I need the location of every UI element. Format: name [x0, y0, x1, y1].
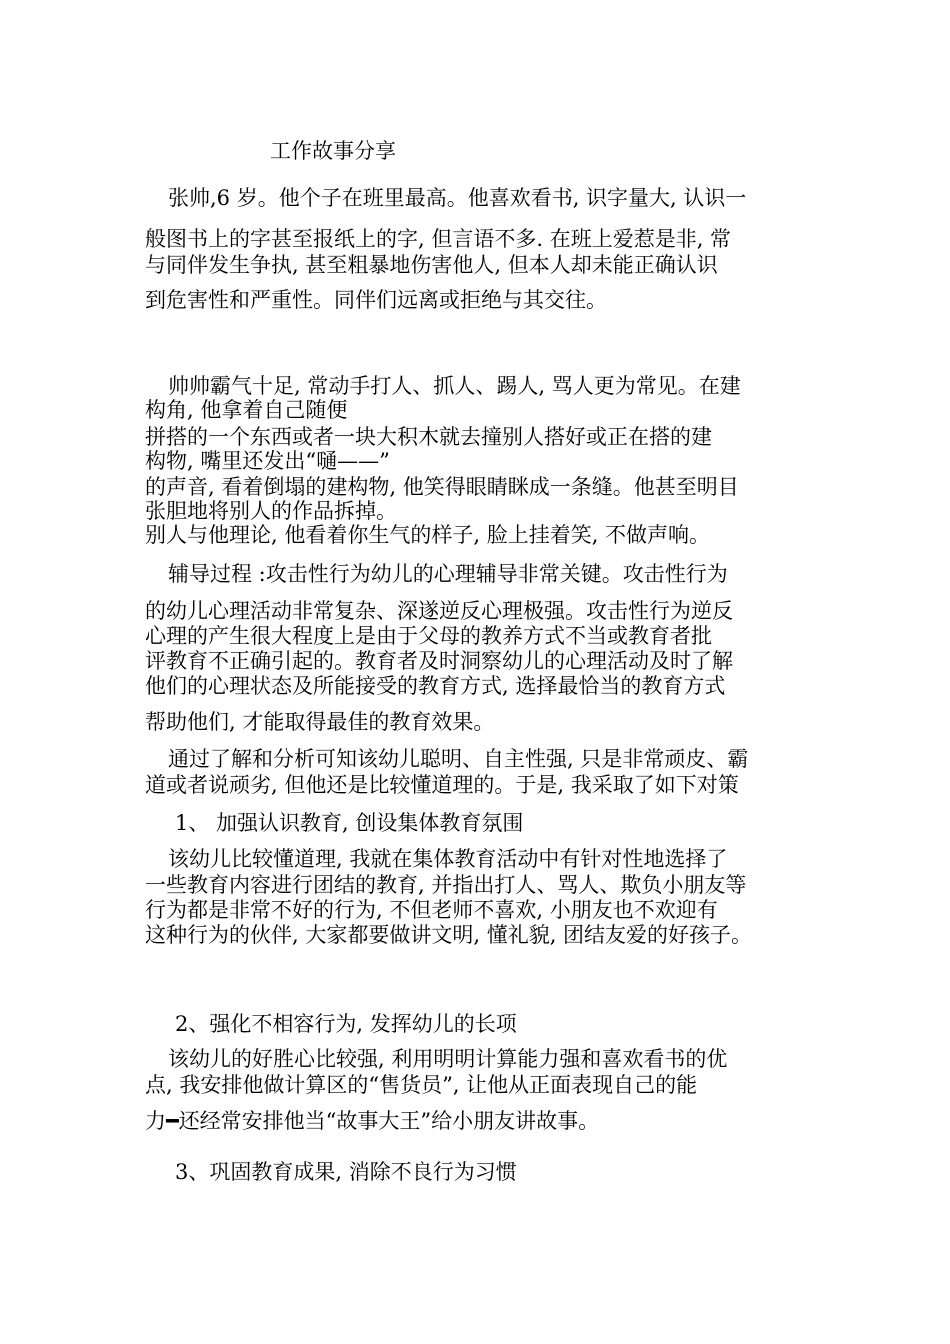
- paragraph-line: 辅导过程 :攻击性行为幼儿的心理辅导非常关键。攻击性行为: [168, 562, 728, 586]
- paragraph-line: 行为都是非常不好的行为, 不但老师不喜欢, 小朋友也不欢迎有: [145, 898, 718, 922]
- paragraph-line: 张胆地将别人的作品拆掉。: [145, 499, 397, 523]
- paragraph-line: 拼搭的一个东西或者一块大积木就去撞别人搭好或正在搭的建: [145, 425, 712, 449]
- document-title: 工作故事分享: [270, 139, 396, 163]
- paragraph-line: 张帅,6 岁。他个子在班里最高。他喜欢看书, 识字量大, 认识一: [168, 186, 747, 210]
- section-heading: 2、强化不相容行为, 发挥幼儿的长项: [175, 1012, 517, 1036]
- paragraph-line: 该幼儿比较懂道理, 我就在集体教育活动中有针对性地选择了: [168, 847, 728, 871]
- paragraph-line: 帮助他们, 才能取得最佳的教育效果。: [145, 710, 495, 734]
- paragraph-line: 点, 我安排他做计算区的“售货员”, 让他从正面表现自己的能: [145, 1073, 698, 1097]
- paragraph-line: 构物, 嘴里还发出“嗵——”: [145, 449, 390, 473]
- paragraph-line: 般图书上的字甚至报纸上的字, 但言语不多. 在班上爱惹是非, 常: [145, 227, 732, 251]
- paragraph-line: 力━还经常安排他当“故事大王”给小朋友讲故事。: [145, 1109, 600, 1133]
- section-heading: 3、巩固教育成果, 消除不良行为习惯: [175, 1160, 517, 1184]
- paragraph-line: 的声音, 看着倒塌的建构物, 他笑得眼睛眯成一条缝。他甚至明目: [145, 475, 739, 499]
- paragraph-line: 与同伴发生争执, 甚至粗暴地伤害他人, 但本人却未能正确认识: [145, 253, 718, 277]
- paragraph-line: 帅帅霸气十足, 常动手打人、抓人、踢人, 骂人更为常见。在建: [168, 374, 741, 398]
- section-heading: 1、 加强认识教育, 创设集体教育氛围: [175, 811, 524, 835]
- paragraph-line: 这种行为的伙伴, 大家都要做讲文明, 懂礼貌, 团结友爱的好孩子。: [145, 923, 753, 947]
- paragraph-line: 评教育不正确引起的。教育者及时洞察幼儿的心理活动及时了解: [145, 649, 733, 673]
- paragraph-line: 通过了解和分析可知该幼儿聪明、自主性强, 只是非常顽皮、霸: [168, 747, 749, 771]
- paragraph-line: 到危害性和严重性。同伴们远离或拒绝与其交往。: [145, 288, 607, 312]
- paragraph-line: 他们的心理状态及所能接受的教育方式, 选择最恰当的教育方式: [145, 674, 726, 698]
- paragraph-line: 的幼儿心理活动非常复杂、深遂逆反心理极强。攻击性行为逆反: [145, 599, 733, 623]
- paragraph-line: 构角, 他拿着自己随便: [145, 398, 348, 422]
- paragraph-line: 别人与他理论, 他看着你生气的样子, 脸上挂着笑, 不做声响。: [145, 523, 711, 547]
- paragraph-line: 一些教育内容进行团结的教育, 并指出打人、骂人、欺负小朋友等: [145, 873, 747, 897]
- paragraph-line: 心理的产生很大程度上是由于父母的教养方式不当或教育者批: [145, 624, 712, 648]
- paragraph-line: 道或者说顽劣, 但他还是比较懂道理的。于是, 我采取了如下对策: [145, 773, 739, 797]
- paragraph-line: 该幼儿的好胜心比较强, 利用明明计算能力强和喜欢看书的优: [168, 1047, 728, 1071]
